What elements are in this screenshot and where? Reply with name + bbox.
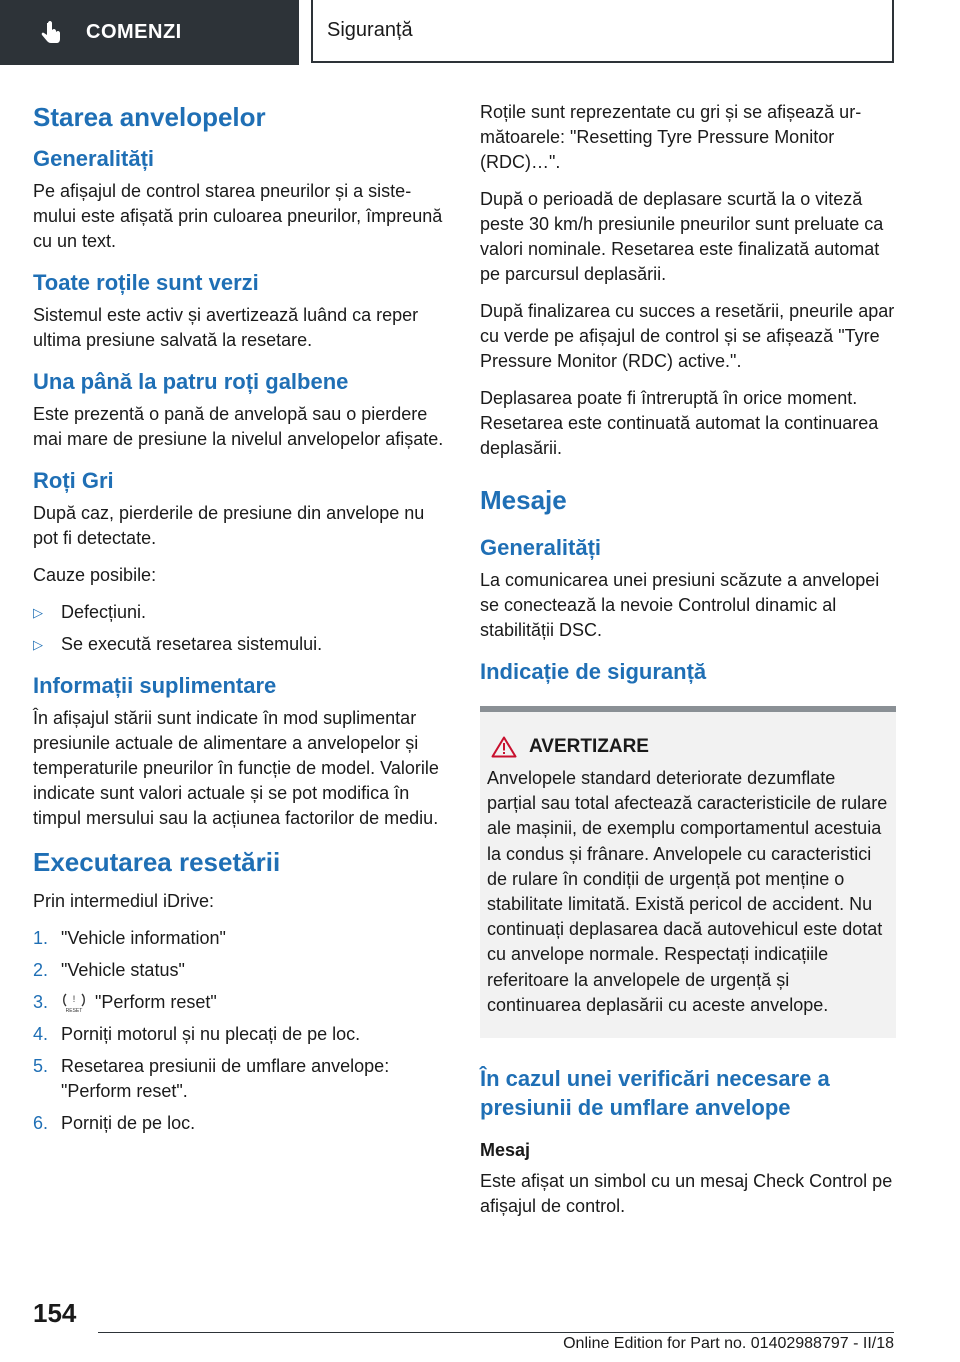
reset-heading: Executarea resetării (33, 847, 281, 877)
warning-title: AVERTIZARE (529, 736, 649, 757)
warning-triangle-icon (491, 736, 517, 758)
general-section (33, 144, 447, 254)
grey-section (33, 466, 447, 657)
messages-heading: Mesaje (480, 485, 567, 515)
safety-note-heading: Indicație de siguranță (480, 659, 707, 684)
grey-wheels-text: După caz, pierderile de presiune din anvelope nu pot fi detectate. (33, 503, 425, 548)
hand-pointer-icon (38, 19, 66, 47)
triangle-bullet-icon: ▷ (33, 605, 43, 620)
footer-divider (98, 1332, 894, 1333)
message-subheading: Mesaj (480, 1140, 531, 1161)
grey-wheels-heading: Roți Gri (33, 468, 114, 493)
general-text: Pe afișajul de control starea pneurilor și a sistemului este afișată prin culoarea pneurilor, împreună cu un text. (33, 181, 443, 251)
tyre-status-heading: Starea anvelopelor (33, 102, 266, 132)
messages-general-heading: Generalități (480, 535, 602, 560)
list-item: 2. "Vehicle status" (33, 960, 185, 980)
causes-list (33, 600, 447, 657)
list-item: ▷ Se execută resetarea sistemului. (33, 632, 447, 657)
list-item: 6. Porniți de pe loc. (33, 1113, 196, 1133)
header-tab[interactable] (0, 0, 299, 65)
section-title: Siguranță (311, 0, 894, 63)
edition-footer: Online Edition for Part no. 01402988797 - II/18 (563, 1335, 894, 1352)
reset-paragraph-4: Deplasarea poate fi întreruptă în orice moment. Resetarea este continuată automat la continuarea deplasării. (480, 388, 879, 458)
info-text: În afișajul stării sunt indicate în mod suplimentar presiunile actuale de alimentare a anvelopelor și temperaturile pneurilor în funcție de model. Valorile indicate sunt valori actuale și se pot modifica în timpul mersului sau la acțiunea factorilor de mediu. (33, 708, 439, 828)
messages-general-section (480, 533, 896, 643)
yellow-section (33, 367, 447, 452)
pressure-check-heading: În cazul unei verificări necesare a presiunii de umflare anvelope (480, 1066, 830, 1121)
green-wheels-text: Sistemul este activ și avertizează luând ca reper ultima presiune salvată la resetare. (33, 305, 419, 350)
svg-text:RESET: RESET (65, 1008, 83, 1015)
yellow-wheels-text: Este prezentă o pană de anvelopă sau o pierdere mai mare de presiune la nivelul anvelopelor afișate. (33, 404, 444, 449)
green-wheels-heading: Toate roțile sunt verzi (33, 270, 259, 295)
reset-paragraph-1: Roțile sunt reprezentate cu gri și se afișează următoarele: "Resetting Tyre Pressure Monitor (RDC)…". (480, 102, 862, 172)
message-text: Este afișat un simbol cu un mesaj Check Control pe afișajul de control. (480, 1171, 893, 1217)
right-column (480, 100, 896, 1231)
list-item: 3. ! RESET "Perform reset" (33, 992, 217, 1015)
list-item: 5. Resetarea presiunii de umflare anvelope: "Perform reset". (33, 1056, 390, 1101)
info-heading: Informații suplimentare (33, 673, 277, 698)
reset-paragraph-3: După finalizarea cu succes a resetării, pneurile apar cu verde pe afișajul de control și se afișează "Tyre Pressure Monitor (RDC) active.". (480, 301, 895, 371)
causes-label: Cauze posibile: (33, 565, 157, 585)
svg-text:!: ! (72, 994, 76, 1005)
warning-text: Anvelopele standard deteriorate dezumflate parțial sau total afectează caracteristicile de rulare ale mașinii, de exemplu comportamentul acestuia la condus și frânare. Anvelopele cu caracteristici de rulare în condiții de urgență pot menține o stabilitate limitată. Există pericol de accident. Nu continuați deplasarea dacă autovehicul este dotat cu anvelope normale. Respectați indicațiile referitoare la anvelopele de urgență și continuarea deplasării cu aceste anvelope. (487, 768, 888, 1015)
list-item: 1. "Vehicle information" (33, 928, 226, 948)
list-item: 4. Porniți motorul și nu plecați de pe loc. (33, 1024, 361, 1044)
header-tab-label: COMENZI (86, 21, 182, 43)
tyre-reset-icon (61, 992, 87, 1014)
warning-header (487, 736, 888, 758)
general-heading: Generalități (33, 146, 155, 171)
green-section (33, 268, 447, 353)
warning-box (480, 706, 896, 1038)
messages-general-text: La comunicarea unei presiuni scăzute a anvelopei se conectează la nevoie Controlul dinamic al stabilității DSC. (480, 570, 880, 640)
yellow-wheels-heading: Una până la patru roți galbene (33, 369, 349, 394)
triangle-bullet-icon: ▷ (33, 637, 43, 652)
info-section (33, 671, 447, 831)
reset-steps (33, 926, 447, 1136)
reset-intro: Prin intermediul iDrive: (33, 891, 215, 911)
reset-paragraph-2: După o perioadă de deplasare scurtă la o viteză peste 30 km/h presiunile pneurilor sunt preluate ca valori nominale. Resetarea este finalizată automat pe parcursul deplasării. (480, 189, 884, 284)
list-item: ▷ Defecțiuni. (33, 600, 447, 625)
page-number: 154 (33, 1298, 77, 1328)
left-column (33, 100, 447, 1143)
